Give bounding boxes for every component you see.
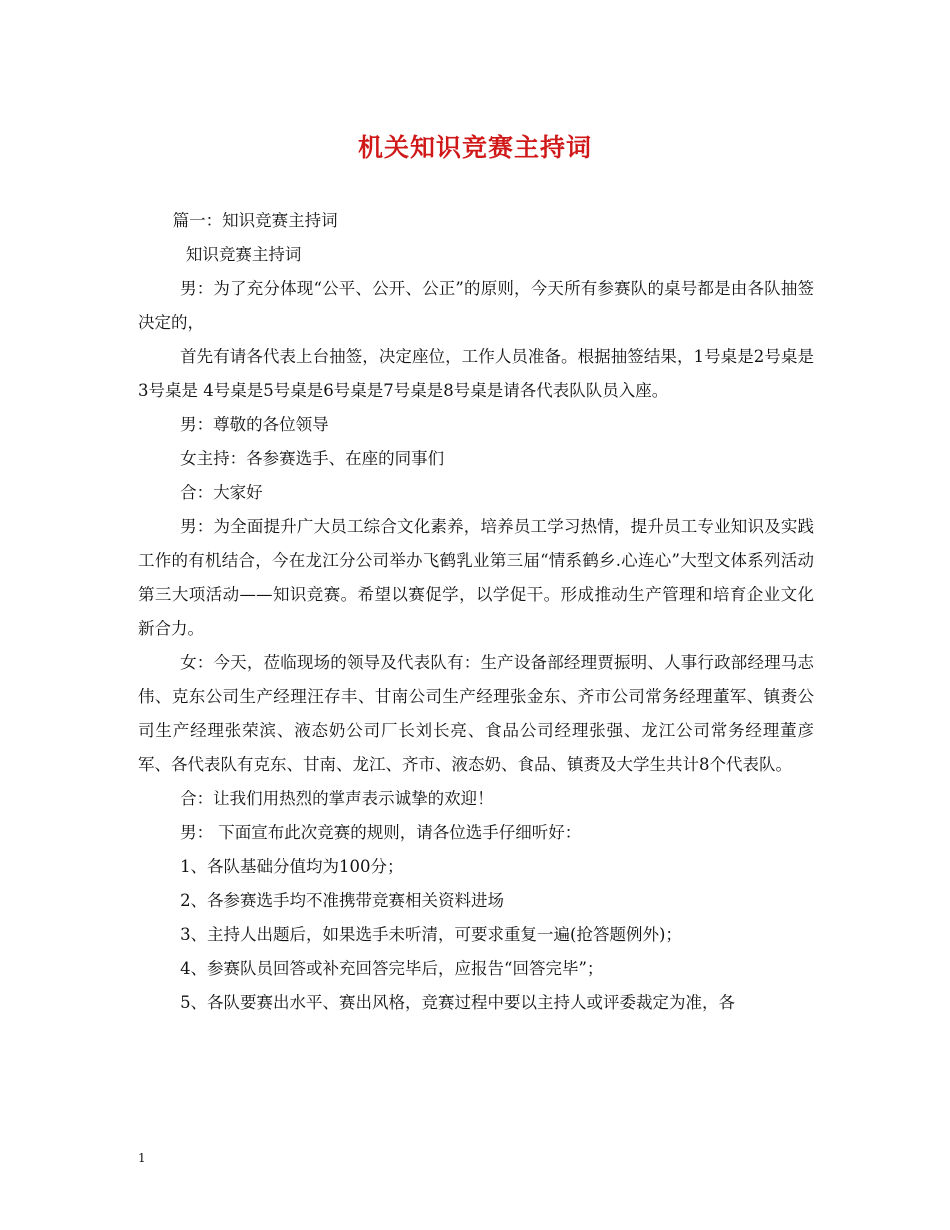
paragraph: 女主持：各参赛选手、在座的同事们 [180, 449, 445, 468]
paragraph: 男： 下面宣布此次竞赛的规则，请各位选手仔细听好： [180, 823, 582, 842]
document-title: 机关知识竞赛主持词 [357, 133, 592, 162]
rule-item: 5、各队要赛出水平、赛出风格，竞赛过程中要以主持人或评委裁定为准，各 [180, 993, 736, 1012]
paragraph: 首先有请各代表上台抽签，决定座位，工作人员准备。根据抽签结果，1号桌是2号桌是 3号桌是 4号桌是5号桌是6号桌是7号桌是8号桌是请各代表队队员入座。 [138, 347, 814, 400]
page-number: 1 [138, 1151, 146, 1165]
rule-item: 2、各参赛选手均不准携带竞赛相关资料进场 [180, 891, 505, 910]
paragraph-subheading: 知识竞赛主持词 [185, 245, 302, 264]
paragraph: 合：让我们用热烈的掌声表示诚挚的欢迎！ [180, 789, 494, 808]
rule-item: 3、主持人出题后，如果选手未听清，可要求重复一遍(抢答题例外)； [180, 925, 682, 944]
rule-item: 1、各队基础分值均为100分； [180, 857, 404, 876]
paragraph: 合：大家好 [180, 483, 263, 502]
document-body [138, 204, 814, 1020]
paragraph: 男：尊敬的各位领导 [180, 415, 329, 434]
paragraph: 男：为了充分体现“公平、公开、公正”的原则，今天所有参赛队的桌号都是由各队抽签决定的， [138, 279, 814, 332]
paragraph: 女：今天，莅临现场的领导及代表队有：生产设备部经理贾振明、人事行政部经理马志伟、克东公司生产经理汪存丰、甘南公司生产经理张金东、齐市公司常务经理董军、镇赉公司生产经理张荣滨、液态奶公司厂长刘长亮、食品公司经理张强、龙江公司常务经理董彦军、各代表队有克东、甘南、龙江、齐市、液态奶、食品、镇赉及大学生共计8个代表队。 [138, 653, 814, 774]
paragraph: 男：为全面提升广大员工综合文化素养，培养员工学习热情，提升员工专业知识及实践工作的有机结合，今在龙江分公司举办飞鹤乳业第三届“情系鹤乡.心连心”大型文体系列活动第三大项活动——知识竞赛。希望以赛促学，以学促干。形成推动生产管理和培育企业文化新合力。 [138, 517, 814, 638]
rule-item: 4、参赛队员回答或补充回答完毕后，应报告“回答完毕”； [180, 959, 604, 978]
paragraph-section-heading: 篇一：知识竞赛主持词 [172, 211, 338, 230]
